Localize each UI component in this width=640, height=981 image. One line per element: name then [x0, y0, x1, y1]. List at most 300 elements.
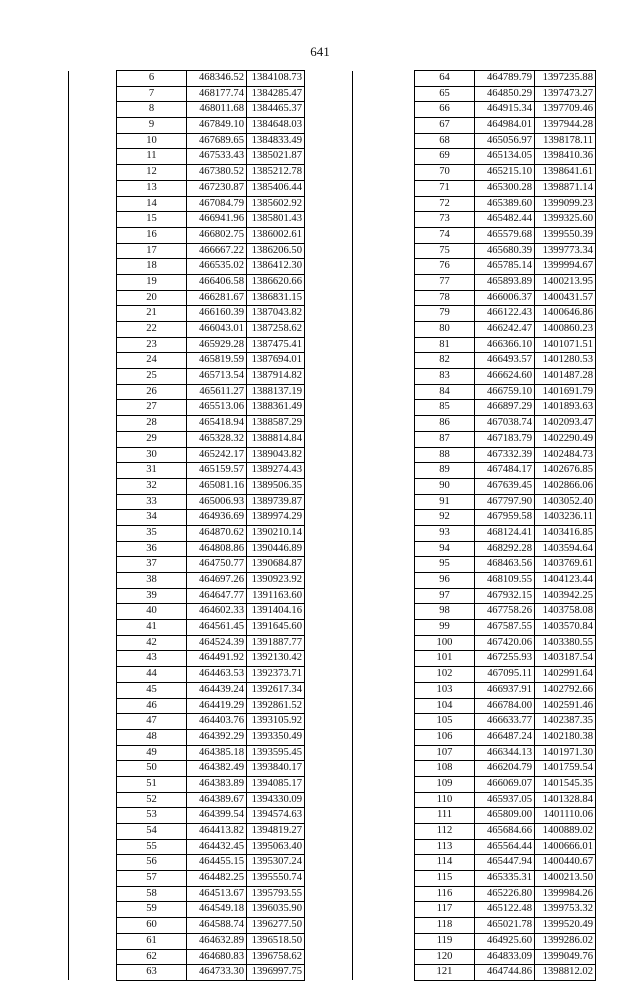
x-coordinate-cell: 464850.29 [475, 86, 535, 102]
table-row [69, 620, 305, 636]
blank-cell [353, 682, 415, 698]
table-row [69, 588, 305, 604]
y-coordinate-cell: 1397944.28 [535, 118, 596, 134]
x-coordinate-cell: 466242.47 [475, 322, 535, 338]
point-number-cell: 117 [415, 902, 475, 918]
point-number-cell: 85 [415, 400, 475, 416]
blank-cell [69, 353, 117, 369]
point-number-cell: 37 [117, 557, 187, 573]
blank-cell [69, 447, 117, 463]
y-coordinate-cell: 1385406.44 [247, 180, 305, 196]
x-coordinate-cell: 464403.76 [187, 714, 247, 730]
point-number-cell: 35 [117, 525, 187, 541]
x-coordinate-cell: 464389.67 [187, 792, 247, 808]
x-coordinate-cell: 466406.58 [187, 274, 247, 290]
x-coordinate-cell: 467758.26 [475, 604, 535, 620]
y-coordinate-cell: 1396997.75 [247, 965, 305, 981]
blank-cell [353, 855, 415, 871]
x-coordinate-cell: 465134.05 [475, 149, 535, 165]
point-number-cell: 67 [415, 118, 475, 134]
point-number-cell: 69 [415, 149, 475, 165]
table-row [353, 322, 596, 338]
x-coordinate-cell: 465021.78 [475, 918, 535, 934]
y-coordinate-cell: 1402991.64 [535, 667, 596, 683]
x-coordinate-cell: 465482.44 [475, 212, 535, 228]
blank-cell [69, 494, 117, 510]
blank-cell [353, 384, 415, 400]
table-row [353, 510, 596, 526]
point-number-cell: 97 [415, 588, 475, 604]
x-coordinate-cell: 466122.43 [475, 306, 535, 322]
x-coordinate-cell: 466069.07 [475, 776, 535, 792]
blank-cell [353, 400, 415, 416]
blank-cell [69, 949, 117, 965]
x-coordinate-cell: 464413.82 [187, 824, 247, 840]
point-number-cell: 53 [117, 808, 187, 824]
blank-cell [69, 180, 117, 196]
y-coordinate-cell: 1401280.53 [535, 353, 596, 369]
blank-cell [353, 918, 415, 934]
x-coordinate-cell: 468011.68 [187, 102, 247, 118]
x-coordinate-cell: 466366.10 [475, 337, 535, 353]
x-coordinate-cell: 464392.29 [187, 729, 247, 745]
x-coordinate-cell: 465680.39 [475, 243, 535, 259]
blank-cell [69, 525, 117, 541]
table-row [69, 196, 305, 212]
table-row [353, 776, 596, 792]
table-row [353, 227, 596, 243]
point-number-cell: 75 [415, 243, 475, 259]
table-row [353, 149, 596, 165]
x-coordinate-cell: 464733.30 [187, 965, 247, 981]
table-row [69, 525, 305, 541]
point-number-cell: 45 [117, 682, 187, 698]
blank-cell [69, 682, 117, 698]
y-coordinate-cell: 1391645.60 [247, 620, 305, 636]
y-coordinate-cell: 1384285.47 [247, 86, 305, 102]
blank-cell [353, 698, 415, 714]
blank-cell [69, 133, 117, 149]
x-coordinate-cell: 467484.17 [475, 463, 535, 479]
point-number-cell: 62 [117, 949, 187, 965]
table-row [353, 839, 596, 855]
x-coordinate-cell: 466487.24 [475, 729, 535, 745]
y-coordinate-cell: 1398641.61 [535, 165, 596, 181]
point-number-cell: 106 [415, 729, 475, 745]
table-row [353, 855, 596, 871]
blank-cell [353, 463, 415, 479]
point-number-cell: 17 [117, 243, 187, 259]
point-number-cell: 120 [415, 949, 475, 965]
blank-cell [69, 478, 117, 494]
x-coordinate-cell: 464870.62 [187, 525, 247, 541]
table-row [69, 573, 305, 589]
y-coordinate-cell: 1388361.49 [247, 400, 305, 416]
point-number-cell: 58 [117, 886, 187, 902]
point-number-cell: 65 [415, 86, 475, 102]
blank-cell [69, 557, 117, 573]
x-coordinate-cell: 464439.24 [187, 682, 247, 698]
blank-cell [69, 620, 117, 636]
y-coordinate-cell: 1396035.90 [247, 902, 305, 918]
point-number-cell: 29 [117, 431, 187, 447]
x-coordinate-cell: 465893.89 [475, 274, 535, 290]
blank-cell [69, 227, 117, 243]
y-coordinate-cell: 1390210.14 [247, 525, 305, 541]
table-row [353, 447, 596, 463]
blank-cell [69, 824, 117, 840]
y-coordinate-cell: 1402591.46 [535, 698, 596, 714]
point-number-cell: 23 [117, 337, 187, 353]
table-row [353, 965, 596, 981]
point-number-cell: 34 [117, 510, 187, 526]
blank-cell [353, 714, 415, 730]
table-row [69, 745, 305, 761]
y-coordinate-cell: 1400213.50 [535, 871, 596, 887]
x-coordinate-cell: 464808.86 [187, 541, 247, 557]
blank-cell [69, 541, 117, 557]
x-coordinate-cell: 467959.58 [475, 510, 535, 526]
point-number-cell: 102 [415, 667, 475, 683]
y-coordinate-cell: 1388137.19 [247, 384, 305, 400]
blank-cell [353, 180, 415, 196]
y-coordinate-cell: 1397709.46 [535, 102, 596, 118]
y-coordinate-cell: 1401759.54 [535, 761, 596, 777]
point-number-cell: 27 [117, 400, 187, 416]
y-coordinate-cell: 1389274.43 [247, 463, 305, 479]
blank-cell [353, 102, 415, 118]
point-number-cell: 61 [117, 933, 187, 949]
blank-cell [353, 761, 415, 777]
x-coordinate-cell: 466784.00 [475, 698, 535, 714]
point-number-cell: 92 [415, 510, 475, 526]
point-number-cell: 13 [117, 180, 187, 196]
point-number-cell: 6 [117, 71, 187, 87]
y-coordinate-cell: 1387475.41 [247, 337, 305, 353]
point-number-cell: 24 [117, 353, 187, 369]
x-coordinate-cell: 464984.01 [475, 118, 535, 134]
point-number-cell: 31 [117, 463, 187, 479]
table-row [353, 714, 596, 730]
blank-cell [353, 635, 415, 651]
x-coordinate-cell: 465785.14 [475, 259, 535, 275]
y-coordinate-cell: 1399984.26 [535, 886, 596, 902]
x-coordinate-cell: 464561.45 [187, 620, 247, 636]
table-row [69, 902, 305, 918]
blank-cell [353, 165, 415, 181]
y-coordinate-cell: 1394819.27 [247, 824, 305, 840]
y-coordinate-cell: 1391163.60 [247, 588, 305, 604]
x-coordinate-cell: 465564.44 [475, 839, 535, 855]
x-coordinate-cell: 464399.54 [187, 808, 247, 824]
table-row [353, 588, 596, 604]
table-row [353, 165, 596, 181]
table-row [353, 478, 596, 494]
x-coordinate-cell: 466897.29 [475, 400, 535, 416]
point-number-cell: 116 [415, 886, 475, 902]
table-row [69, 384, 305, 400]
y-coordinate-cell: 1404123.44 [535, 573, 596, 589]
blank-cell [353, 369, 415, 385]
y-coordinate-cell: 1386002.61 [247, 227, 305, 243]
point-number-cell: 76 [415, 259, 475, 275]
blank-cell [69, 290, 117, 306]
coordinate-table-left [68, 70, 305, 981]
y-coordinate-cell: 1399099.23 [535, 196, 596, 212]
table-row [69, 243, 305, 259]
y-coordinate-cell: 1388814.84 [247, 431, 305, 447]
blank-cell [69, 463, 117, 479]
x-coordinate-cell: 468177.74 [187, 86, 247, 102]
x-coordinate-cell: 467849.10 [187, 118, 247, 134]
table-row [353, 573, 596, 589]
table-row [353, 274, 596, 290]
blank-cell [69, 808, 117, 824]
table-row [353, 729, 596, 745]
blank-cell [69, 274, 117, 290]
y-coordinate-cell: 1387258.62 [247, 322, 305, 338]
y-coordinate-cell: 1402387.35 [535, 714, 596, 730]
point-number-cell: 59 [117, 902, 187, 918]
y-coordinate-cell: 1401893.63 [535, 400, 596, 416]
blank-cell [69, 369, 117, 385]
table-row [69, 416, 305, 432]
blank-cell [353, 573, 415, 589]
y-coordinate-cell: 1387043.82 [247, 306, 305, 322]
point-number-cell: 89 [415, 463, 475, 479]
y-coordinate-cell: 1386620.66 [247, 274, 305, 290]
y-coordinate-cell: 1400860.23 [535, 322, 596, 338]
blank-cell [69, 212, 117, 228]
point-number-cell: 104 [415, 698, 475, 714]
table-row [353, 604, 596, 620]
point-number-cell: 36 [117, 541, 187, 557]
x-coordinate-cell: 466759.10 [475, 384, 535, 400]
x-coordinate-cell: 465122.48 [475, 902, 535, 918]
x-coordinate-cell: 467255.93 [475, 651, 535, 667]
blank-cell [353, 196, 415, 212]
blank-cell [353, 933, 415, 949]
blank-cell [69, 102, 117, 118]
table-row [69, 714, 305, 730]
blank-cell [69, 149, 117, 165]
y-coordinate-cell: 1401328.84 [535, 792, 596, 808]
point-number-cell: 49 [117, 745, 187, 761]
table-row [353, 180, 596, 196]
table-row [353, 698, 596, 714]
blank-cell [69, 243, 117, 259]
blank-cell [69, 604, 117, 620]
table-row [353, 808, 596, 824]
table-row [353, 761, 596, 777]
blank-cell [69, 118, 117, 134]
y-coordinate-cell: 1401110.06 [535, 808, 596, 824]
y-coordinate-cell: 1385021.87 [247, 149, 305, 165]
point-number-cell: 113 [415, 839, 475, 855]
x-coordinate-cell: 464588.74 [187, 918, 247, 934]
x-coordinate-cell: 465300.28 [475, 180, 535, 196]
table-row [69, 965, 305, 981]
x-coordinate-cell: 464915.34 [475, 102, 535, 118]
x-coordinate-cell: 465713.54 [187, 369, 247, 385]
point-number-cell: 7 [117, 86, 187, 102]
table-row [353, 949, 596, 965]
point-number-cell: 81 [415, 337, 475, 353]
blank-cell [69, 573, 117, 589]
table-row [69, 259, 305, 275]
y-coordinate-cell: 1403594.64 [535, 541, 596, 557]
blank-cell [353, 588, 415, 604]
point-number-cell: 115 [415, 871, 475, 887]
point-number-cell: 51 [117, 776, 187, 792]
y-coordinate-cell: 1385212.78 [247, 165, 305, 181]
x-coordinate-cell: 464455.15 [187, 855, 247, 871]
table-row [353, 306, 596, 322]
y-coordinate-cell: 1392617.34 [247, 682, 305, 698]
x-coordinate-cell: 464925.60 [475, 933, 535, 949]
y-coordinate-cell: 1403052.40 [535, 494, 596, 510]
point-number-cell: 73 [415, 212, 475, 228]
x-coordinate-cell: 465684.66 [475, 824, 535, 840]
table-row [69, 447, 305, 463]
x-coordinate-cell: 467332.39 [475, 447, 535, 463]
blank-cell [69, 384, 117, 400]
point-number-cell: 72 [415, 196, 475, 212]
blank-cell [353, 776, 415, 792]
x-coordinate-cell: 465159.57 [187, 463, 247, 479]
blank-cell [69, 667, 117, 683]
blank-cell [353, 306, 415, 322]
table-row [353, 337, 596, 353]
x-coordinate-cell: 466281.67 [187, 290, 247, 306]
point-number-cell: 42 [117, 635, 187, 651]
point-number-cell: 111 [415, 808, 475, 824]
y-coordinate-cell: 1402093.47 [535, 416, 596, 432]
y-coordinate-cell: 1403380.55 [535, 635, 596, 651]
blank-cell [353, 118, 415, 134]
y-coordinate-cell: 1403769.61 [535, 557, 596, 573]
x-coordinate-cell: 467038.74 [475, 416, 535, 432]
blank-cell [69, 416, 117, 432]
x-coordinate-cell: 466204.79 [475, 761, 535, 777]
table-row [353, 118, 596, 134]
x-coordinate-cell: 464789.79 [475, 71, 535, 87]
table-row [69, 306, 305, 322]
point-number-cell: 119 [415, 933, 475, 949]
table-row [353, 902, 596, 918]
table-row [353, 871, 596, 887]
blank-cell [353, 651, 415, 667]
y-coordinate-cell: 1397235.88 [535, 71, 596, 87]
table-row [353, 682, 596, 698]
point-number-cell: 32 [117, 478, 187, 494]
y-coordinate-cell: 1400646.86 [535, 306, 596, 322]
table-row [69, 322, 305, 338]
y-coordinate-cell: 1403236.11 [535, 510, 596, 526]
table-row [353, 290, 596, 306]
table-row [69, 369, 305, 385]
x-coordinate-cell: 466493.57 [475, 353, 535, 369]
point-number-cell: 10 [117, 133, 187, 149]
x-coordinate-cell: 464602.33 [187, 604, 247, 620]
blank-cell [69, 337, 117, 353]
blank-cell [353, 259, 415, 275]
point-number-cell: 80 [415, 322, 475, 338]
point-number-cell: 20 [117, 290, 187, 306]
table-row [69, 337, 305, 353]
y-coordinate-cell: 1384465.37 [247, 102, 305, 118]
point-number-cell: 103 [415, 682, 475, 698]
point-number-cell: 19 [117, 274, 187, 290]
x-coordinate-cell: 467230.87 [187, 180, 247, 196]
x-coordinate-cell: 464432.45 [187, 839, 247, 855]
y-coordinate-cell: 1396518.50 [247, 933, 305, 949]
blank-cell [69, 761, 117, 777]
x-coordinate-cell: 467587.55 [475, 620, 535, 636]
y-coordinate-cell: 1400213.95 [535, 274, 596, 290]
blank-cell [353, 353, 415, 369]
table-row [353, 431, 596, 447]
blank-cell [353, 71, 415, 87]
blank-cell [353, 808, 415, 824]
y-coordinate-cell: 1393595.45 [247, 745, 305, 761]
y-coordinate-cell: 1397473.27 [535, 86, 596, 102]
table-row [69, 855, 305, 871]
blank-cell [69, 510, 117, 526]
x-coordinate-cell: 465242.17 [187, 447, 247, 463]
y-coordinate-cell: 1402180.38 [535, 729, 596, 745]
y-coordinate-cell: 1392130.42 [247, 651, 305, 667]
point-number-cell: 8 [117, 102, 187, 118]
point-number-cell: 109 [415, 776, 475, 792]
y-coordinate-cell: 1399325.60 [535, 212, 596, 228]
point-number-cell: 66 [415, 102, 475, 118]
x-coordinate-cell: 466344.13 [475, 745, 535, 761]
point-number-cell: 95 [415, 557, 475, 573]
coordinate-table-right-body [353, 71, 596, 981]
x-coordinate-cell: 465513.06 [187, 400, 247, 416]
point-number-cell: 50 [117, 761, 187, 777]
point-number-cell: 101 [415, 651, 475, 667]
blank-cell [353, 447, 415, 463]
x-coordinate-cell: 466160.39 [187, 306, 247, 322]
x-coordinate-cell: 467183.79 [475, 431, 535, 447]
point-number-cell: 82 [415, 353, 475, 369]
x-coordinate-cell: 464549.18 [187, 902, 247, 918]
x-coordinate-cell: 467084.79 [187, 196, 247, 212]
blank-cell [353, 604, 415, 620]
x-coordinate-cell: 465819.59 [187, 353, 247, 369]
x-coordinate-cell: 466667.22 [187, 243, 247, 259]
table-row [353, 792, 596, 808]
table-row [353, 541, 596, 557]
blank-cell [69, 902, 117, 918]
blank-cell [69, 933, 117, 949]
blank-cell [353, 478, 415, 494]
point-number-cell: 107 [415, 745, 475, 761]
x-coordinate-cell: 466802.75 [187, 227, 247, 243]
blank-cell [69, 714, 117, 730]
point-number-cell: 91 [415, 494, 475, 510]
table-row [353, 133, 596, 149]
y-coordinate-cell: 1402792.66 [535, 682, 596, 698]
x-coordinate-cell: 467095.11 [475, 667, 535, 683]
table-row [69, 149, 305, 165]
x-coordinate-cell: 466006.37 [475, 290, 535, 306]
x-coordinate-cell: 464419.29 [187, 698, 247, 714]
blank-cell [69, 635, 117, 651]
table-row [353, 745, 596, 761]
